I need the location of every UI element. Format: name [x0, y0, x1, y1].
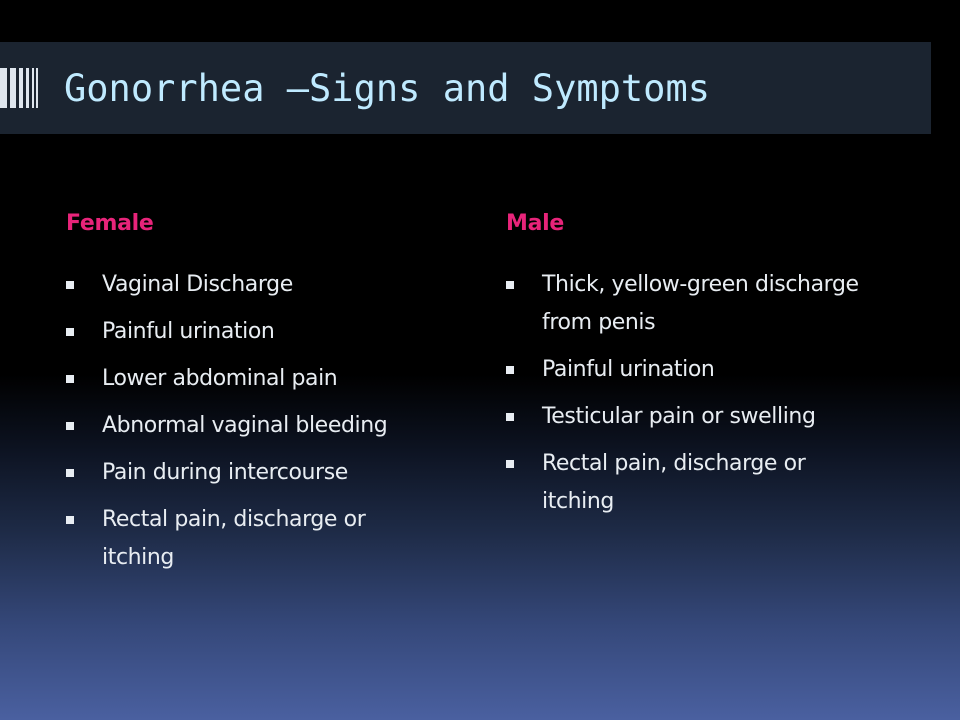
square-bullet-icon — [506, 366, 514, 374]
list-item-text: Testicular pain or swelling — [542, 404, 816, 429]
square-bullet-icon — [66, 516, 74, 524]
male-heading: Male — [506, 211, 565, 236]
list-item — [506, 351, 916, 389]
female-column — [66, 206, 476, 586]
square-bullet-icon — [66, 422, 74, 430]
square-bullet-icon — [506, 281, 514, 289]
list-item-text: Abnormal vaginal bleeding — [102, 413, 388, 438]
square-bullet-icon — [66, 328, 74, 336]
list-item-text: Thick, yellow-green discharge from penis — [542, 272, 859, 335]
list-item — [66, 407, 476, 445]
female-symptom-list — [66, 266, 476, 577]
list-item-text: Rectal pain, discharge or itching — [542, 451, 806, 514]
list-item-text: Vaginal Discharge — [102, 272, 293, 297]
male-symptom-list — [506, 266, 916, 521]
list-item-text: Lower abdominal pain — [102, 366, 338, 391]
title-stripes-decoration — [0, 68, 40, 108]
list-item-text: Painful urination — [542, 357, 715, 382]
list-item — [506, 445, 882, 521]
list-item — [66, 454, 476, 492]
list-item-text: Rectal pain, discharge or itching — [102, 507, 366, 570]
list-item — [506, 398, 916, 436]
slide-title: Gonorrhea –Signs and Symptoms — [64, 67, 711, 110]
list-item — [66, 266, 476, 304]
square-bullet-icon — [66, 469, 74, 477]
square-bullet-icon — [506, 413, 514, 421]
male-column — [506, 206, 916, 530]
list-item — [506, 266, 862, 342]
title-bar — [0, 42, 931, 134]
list-item — [66, 360, 476, 398]
square-bullet-icon — [66, 375, 74, 383]
list-item-text: Painful urination — [102, 319, 275, 344]
list-item — [66, 313, 476, 351]
list-item-text: Pain during intercourse — [102, 460, 348, 485]
square-bullet-icon — [506, 460, 514, 468]
square-bullet-icon — [66, 281, 74, 289]
female-heading: Female — [66, 211, 154, 236]
list-item — [66, 501, 442, 577]
